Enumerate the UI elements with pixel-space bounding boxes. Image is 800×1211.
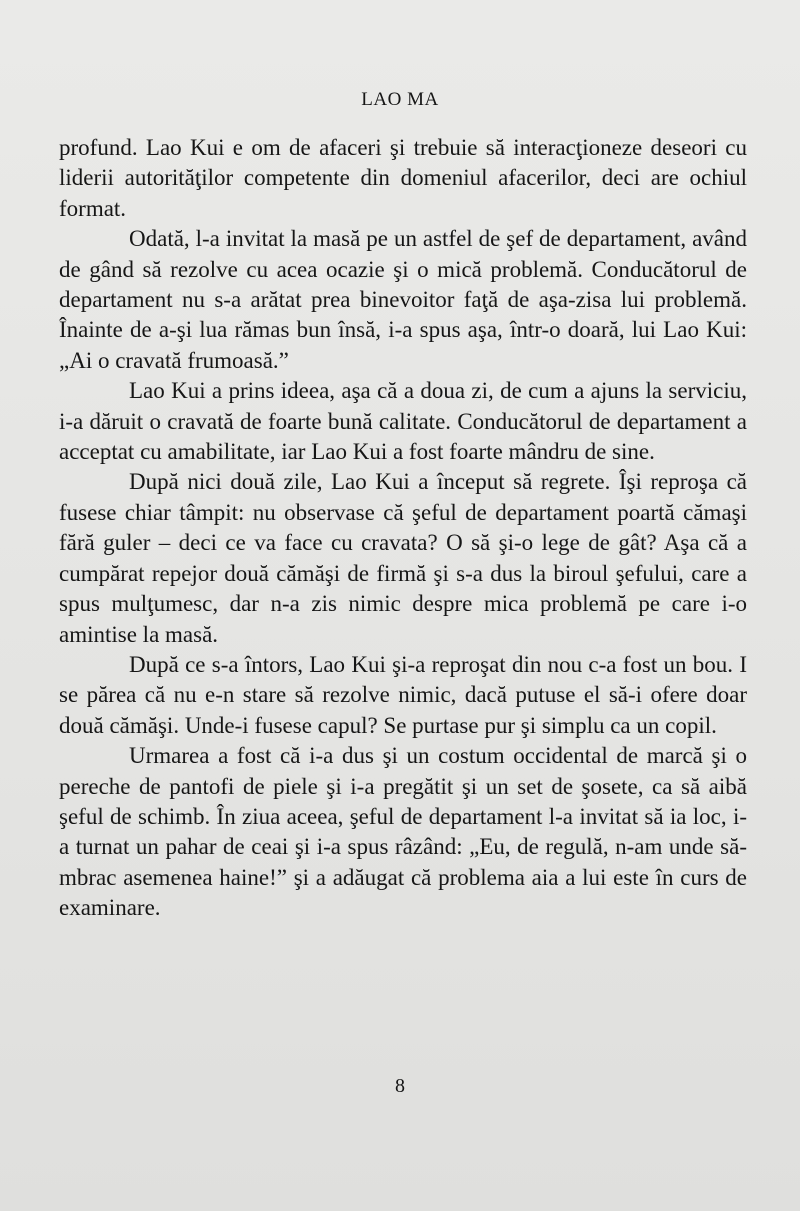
running-head-title: LAO MA — [361, 89, 439, 110]
paragraph: După ce s-a întors, Lao Kui şi-a reproşat din nou c-a fost un bou. I se părea că nu e-n stare să rezolve nimic, dacă putuse el să-i ofere doar două cămăşi. Unde-i fusese capul? Se purtase pur şi simplu ca un copil. — [59, 651, 747, 738]
page-number: 8 — [395, 1075, 405, 1097]
paragraph: După nici două zile, Lao Kui a început să regrete. Îşi reproşa că fusese chiar tâmpit: nu observase că şeful de departament poartă cămaşi fără guler – deci ce va face cu cravata? O să şi-o lege de gât? Aşa că a cumpărat repejor două cămăşi de firmă şi s-a dus la biroul şefului, care a spus mulţumesc, dar n-a zis nimic despre mica problemă pe care i-o amintise la masă. — [59, 469, 747, 647]
paragraph: Odată, l-a invitat la masă pe un astfel de şef de departament, având de gând să rezolve cu acea ocazie şi o mică problemă. Conducătorul de departament nu s-a arătat prea binevoitor faţă de aşa-zisa lui problemă. Înainte de a-şi lua rămas bun însă, i-a spus aşa, într-o doară, lui Lao Kui: „Ai o cravată frumoasă.” — [59, 226, 747, 373]
paragraph-continued: profund. Lao Kui e om de afaceri şi trebuie să interacţioneze deseori cu liderii autorităţilor competente din domeniul afacerilor, deci are ochiul format. — [59, 135, 747, 221]
body-text — [59, 133, 747, 924]
paragraph: Lao Kui a prins ideea, aşa că a doua zi, de cum a ajuns la serviciu, i-a dăruit o cravată de foarte bună calitate. Conducătorul de departament a acceptat cu amabilitate, iar Lao Kui a fost foarte mândru de sine. — [59, 378, 747, 465]
paragraph: Urmarea a fost că i-a dus şi un costum occidental de marcă şi o pereche de pantofi de piele şi i-a pregătit şi un set de şosete, ca să aibă şeful de schimb. În ziua aceea, şeful de departament l-a invitat să ia loc, i-a turnat un pahar de ceai şi i-a spus râzând: „Eu, de regulă, n-am unde să-mbrac asemenea haine!” şi a adăugat că problema aia a lui este în curs de examinare. — [59, 743, 747, 921]
